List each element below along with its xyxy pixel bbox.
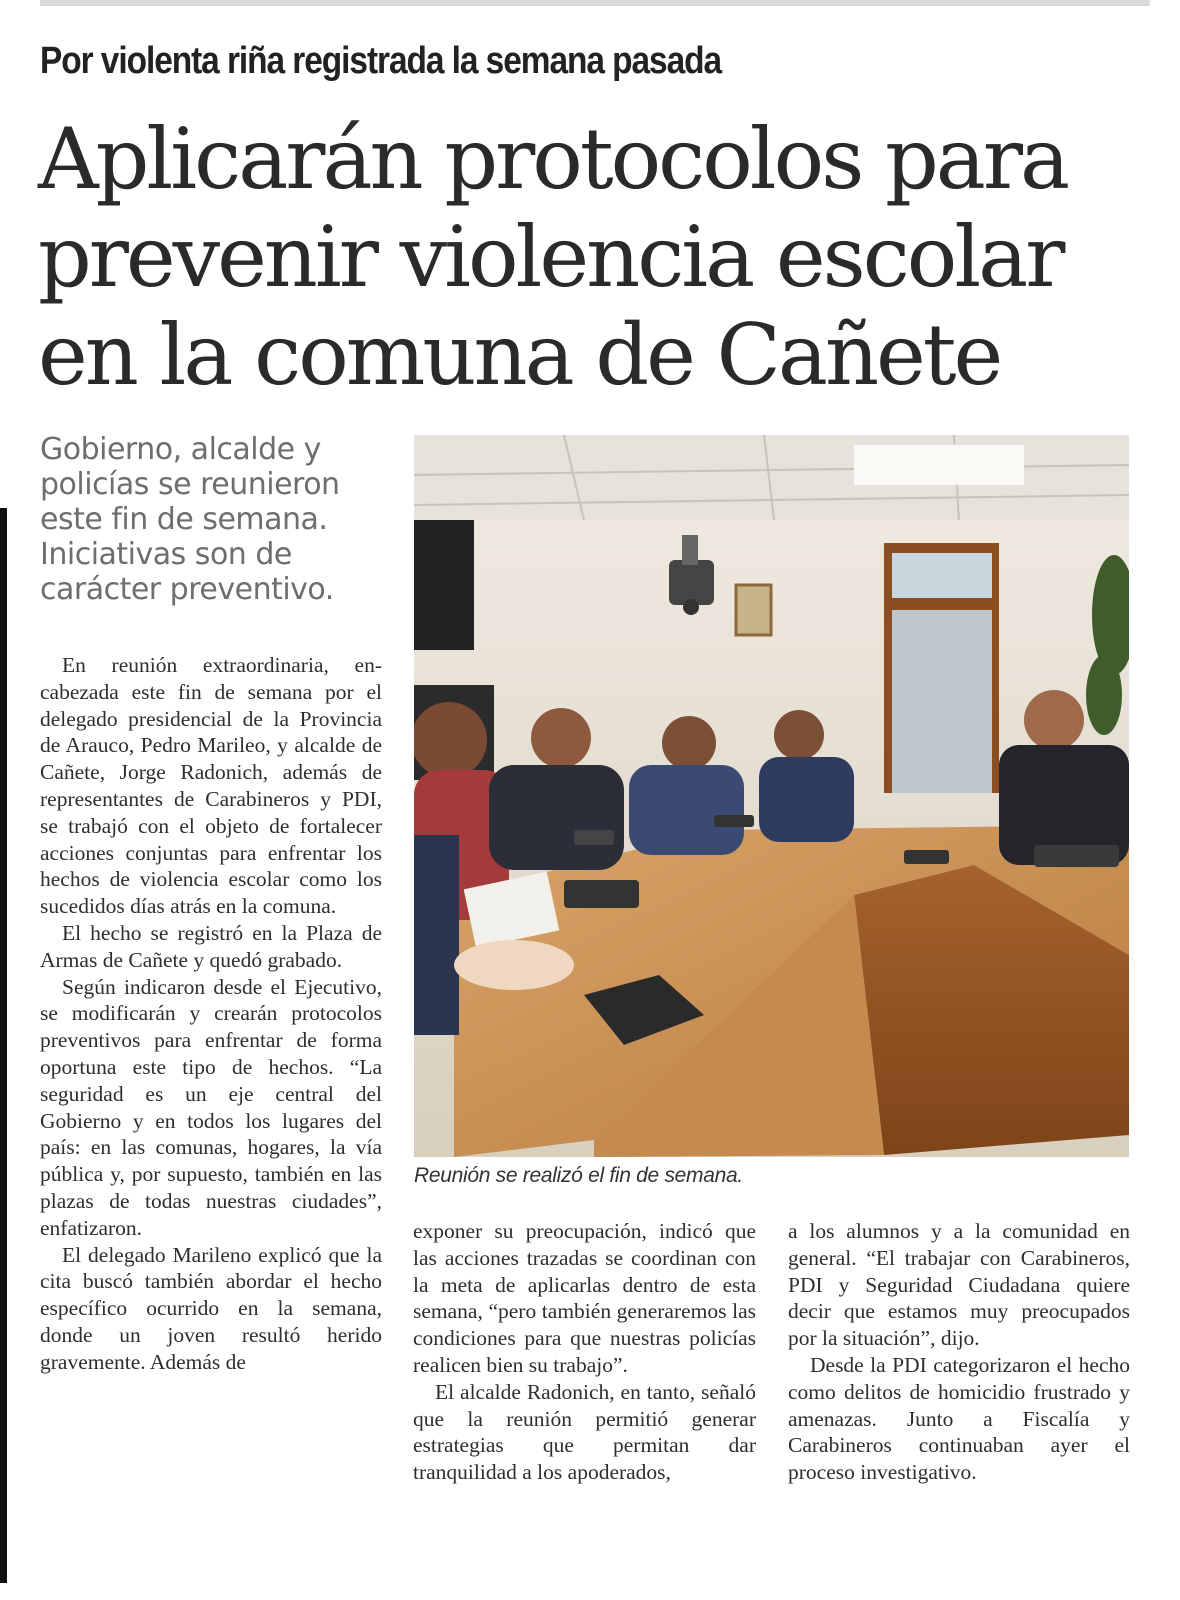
body-column-2: [413, 1218, 756, 1486]
photo-caption: Reunión se realizó el fin de semana.: [414, 1164, 743, 1187]
body-column-1: [40, 652, 382, 1376]
deck-line: Gobierno, alcalde y: [40, 432, 321, 467]
body-paragraph: exponer su preocupación, indicó que las acciones trazadas se coordinan con la meta de aplicarlas dentro de esta semana, “pero también generaremos las condiciones para que nuestras policías realicen bien su trabajo”.: [413, 1219, 756, 1377]
body-paragraph: En reunión extraordinaria, encabezada este fin de semana por el delegado presidencial de la Provincia de Arauco, Pedro Marileo, y alcalde de Cañete, Jorge Radonich, además de representantes de Carabineros y PDI, se trabajó con el objeto de fortalecer acciones conjuntas para enfrentar los hechos de violencia escolar como los sucedidos días atrás en la comuna.: [40, 653, 382, 919]
body-paragraph: a los alumnos y a la comunidad en general. “El trabajar con Carabineros, PDI y Seguridad Ciudadana quiere decir que estamos muy preocupados por la situación”, dijo.: [788, 1219, 1130, 1351]
headline-line: Aplicarán protocolos para: [38, 110, 1068, 208]
deck-line: carácter preventivo.: [40, 572, 334, 607]
headline-line: prevenir violencia escolar: [38, 208, 1063, 306]
body-paragraph: El alcalde Radonich, en tanto, señaló que la reunión permitió generar estrategias que permitan dar tranquilidad a los apoderados,: [413, 1379, 756, 1485]
deck-summary: [40, 432, 380, 607]
body-paragraph: El delegado Marileno explicó que la cita buscó también abordar el hecho específico ocurrido en la semana, donde un joven resultó herido gravemente. Además de: [40, 1242, 382, 1374]
body-paragraph: Desde la PDI categorizaron el hecho como delitos de homicidio frustrado y amenazas. Junto a Fiscalía y Carabineros continuaban ayer el proceso investigativo.: [788, 1352, 1130, 1485]
deck-line: policías se reunieron: [40, 467, 340, 502]
body-paragraph: El hecho se registró en la Plaza de Armas de Cañete y quedó grabado.: [40, 920, 382, 972]
top-rule: [40, 0, 1150, 6]
kicker: Por violenta riña registrada la semana pasada: [40, 40, 722, 82]
deck-line: Iniciativas son de: [40, 537, 292, 572]
headline-line: en la comuna de Cañete: [38, 306, 1001, 404]
page-edge-bar: [0, 508, 7, 1583]
deck-line: este fin de semana.: [40, 502, 328, 537]
meeting-photo: [414, 435, 1129, 1157]
body-paragraph: Según indicaron desde el Ejecutivo, se modificarán y crearán protocolos preventivos para enfrentar de forma oportuna este tipo de hechos. “La seguridad es un eje central del Gobierno y en todos los lugares del país: en las comunas, hogares, la vía pública y, por supuesto, también en las plazas de todas nuestras ciudades”, enfatizaron.: [40, 974, 382, 1240]
body-column-3: [788, 1218, 1130, 1486]
headline: [38, 110, 1148, 404]
